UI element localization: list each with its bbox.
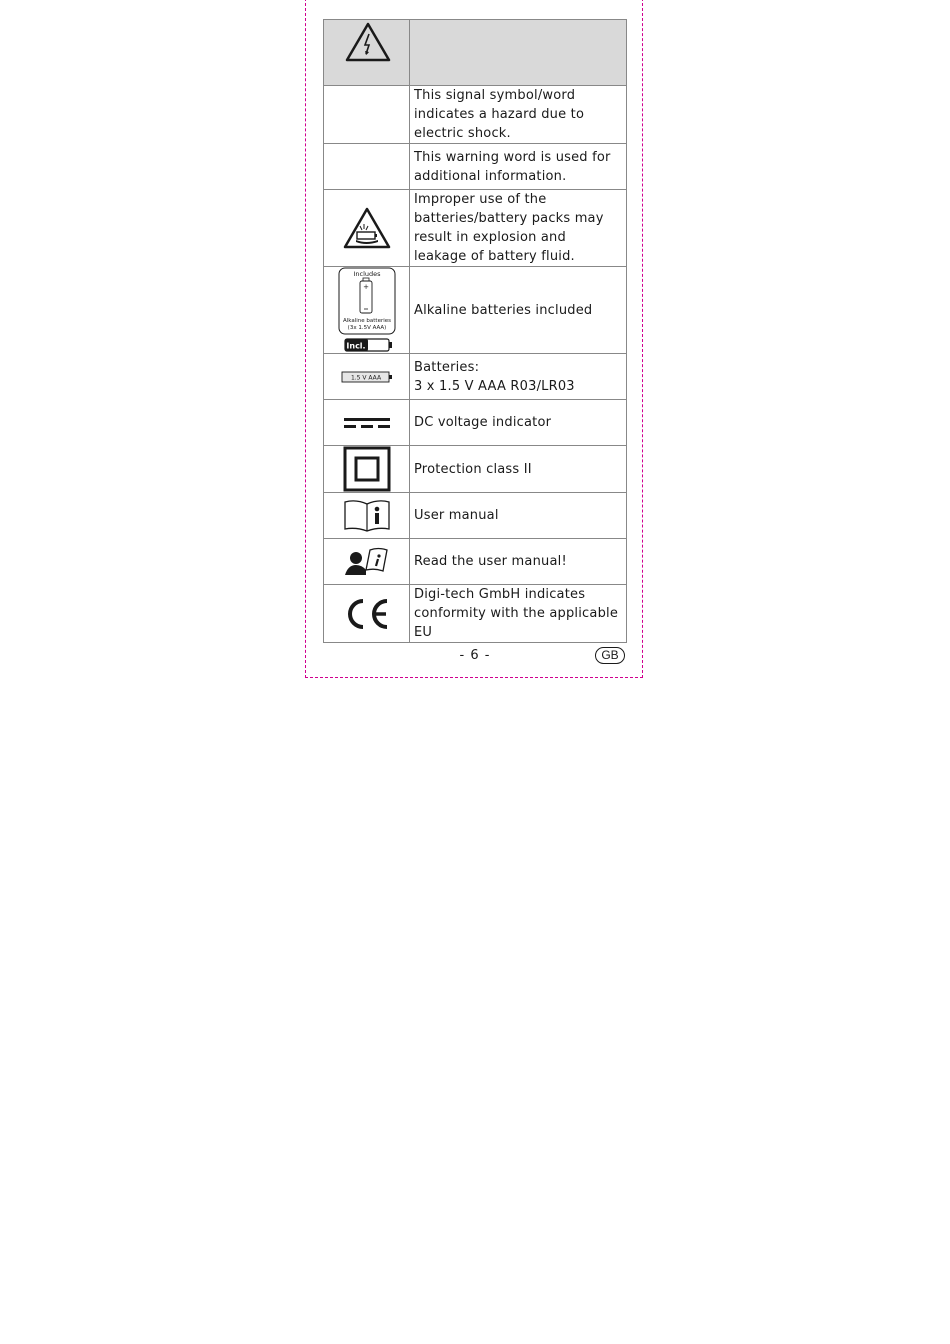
dc-voltage-icon	[343, 416, 391, 430]
protection-class-ii-icon	[343, 446, 391, 492]
table-row	[324, 400, 627, 446]
symbols-table	[323, 19, 627, 643]
symbol-cell	[324, 539, 410, 585]
row-description: Protection class II	[410, 446, 627, 493]
header-symbol-cell	[324, 20, 410, 86]
batteries-spec: 3 x 1.5 V AAA R03/LR03	[414, 378, 575, 394]
battery-spec-label: (3x 1.5V AAA)	[347, 325, 386, 331]
batteries-heading: Batteries:	[414, 359, 480, 375]
includes-label: Includes	[352, 270, 381, 278]
incl-badge-label: Incl.	[345, 341, 366, 351]
table-row	[324, 493, 627, 539]
row-description: Read the user manual!	[410, 539, 627, 585]
row-description: Improper use of the batteries/battery packs may result in explosion and leakage of battery fluid.	[410, 190, 627, 267]
table-row	[324, 267, 627, 354]
electric-shock-warning-icon	[344, 21, 392, 63]
read-manual-icon	[344, 546, 390, 578]
row-description: This signal symbol/word indicates a hazard due to electric shock.	[410, 86, 627, 144]
language-badge: GB	[595, 647, 625, 664]
table-row	[324, 354, 627, 400]
symbol-cell	[324, 400, 410, 446]
row-description: Digi-tech GmbH indicates conformity with the applicable EU	[410, 585, 627, 643]
row-description: This warning word is used for additional information.	[410, 144, 627, 190]
alkaline-batteries-label: Alkaline batteries	[342, 318, 391, 324]
row-description: User manual	[410, 493, 627, 539]
table-row	[324, 585, 627, 643]
header-description-cell	[410, 20, 627, 86]
row-description	[410, 354, 627, 400]
aaa-battery-label: 1.5 V AAA	[350, 374, 381, 381]
symbol-cell	[324, 86, 410, 144]
symbol-cell	[324, 446, 410, 493]
user-manual-icon	[343, 498, 391, 534]
page-number: - 6 -	[459, 648, 491, 663]
symbol-cell	[324, 585, 410, 643]
table-header-row	[324, 20, 627, 86]
aaa-battery-icon	[341, 370, 393, 384]
table-row	[324, 539, 627, 585]
table-row	[324, 190, 627, 267]
svg-text:+: +	[362, 283, 369, 291]
symbol-cell	[324, 190, 410, 267]
battery-explosion-warning-icon	[342, 206, 392, 250]
symbol-cell	[324, 354, 410, 400]
symbol-cell	[324, 144, 410, 190]
table-row	[324, 86, 627, 144]
table-row	[324, 446, 627, 493]
ce-mark-icon	[343, 597, 391, 631]
symbol-cell	[324, 493, 410, 539]
batteries-included-icon	[337, 267, 397, 353]
symbol-cell	[324, 267, 410, 354]
row-description: Alkaline batteries included	[410, 267, 627, 354]
table-row	[324, 144, 627, 190]
row-description: DC voltage indicator	[410, 400, 627, 446]
